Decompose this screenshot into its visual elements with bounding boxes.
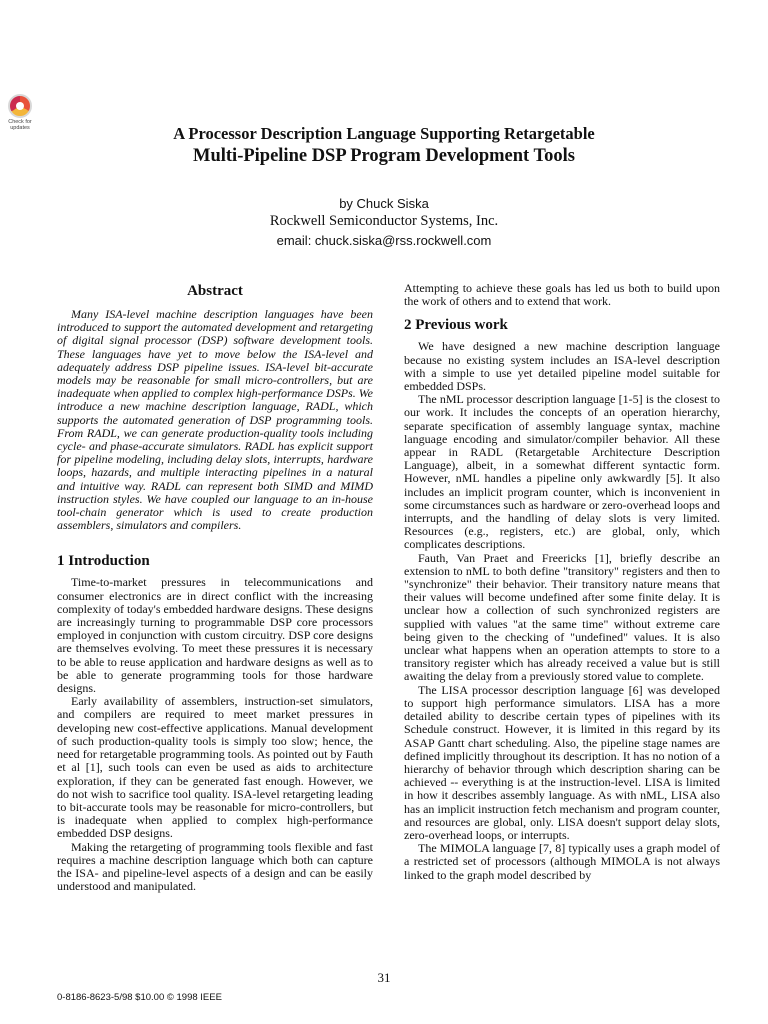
previous-work-paragraph: We have designed a new machine description language because no existing system includes an ISA-level description with a simple to use yet detailed pipeline model suitable for embedded DSPs. [404,339,720,394]
intro-paragraph: Early availability of assemblers, instruction-set simulators, and compilers are required to meet market pressures in developing new cost-effective applications. Manual development of such production-quality tools is simply too slow; hence, the need for retargetable programming tools. As pointed out by Fauth et al [1], such tools can even be used as aids to architecture exploration, if they can be generated fast enough. However, we do not wish to sacrifice tool quality. ISA-level retargeting leading to bit-accurate tools may be reasonable for micro-controllers, but is inadequate when applied to complex high-performance embedded DSP designs. [57,694,373,841]
previous-work-heading: 2 Previous work [404,317,508,334]
continued-paragraph: Attempting to achieve these goals has led us both to build upon the work of others and to extend that work. [404,281,720,309]
previous-work-paragraph: Fauth, Van Praet and Freericks [1], briefly describe an extension to nML to both define "transitory" registers and then to "synchronize" their behavior. Their transitory nature means that their values will become undefined after some finite delay. It is unclear how a collection of such synchronized registers are supplied with values "at the same time" without extreme care being given to the checking of "undefined" values. It is also unclear what happens when an operation attempts to store to a transitory register which has already received a value but is still awaiting the delay from a previously stored value to complete. [404,550,720,684]
crossmark-icon [8,94,32,118]
author-byline: by Chuck Siska [339,196,429,211]
intro-paragraph: Time-to-market pressures in telecommunications and consumer electronics are in direct conflict with the increasing complexity of today's embedded hardware designs. These designs are increasingly turning to programmable DSP core processors employed in conjunction with custom circuitry. DSP core designs are themselves evolving. To meet these pressures it is necessary to be able to reuse application and hardware designs as well as to be able to generate programming tools for those hardware designs. [57,575,373,696]
paper-title-line-1: A Processor Description Language Supporting Retargetable [173,124,595,143]
left-column [57,282,373,893]
right-column [404,282,720,882]
abstract-text: Many ISA-level machine description languages have been introduced to support the automated development and retargeting of digital signal processor (DSP) software development tools. These languages have yet to move below the ISA-level and adequately address DSP pipeline issues. ISA-level bit-accurate models may be reasonable for small micro-controllers, but are inadequate when applied to complex high-performance DSPs. We introduce a new machine description language, RADL, which supports the automated generation of DSP programming tools. From RADL, we can generate production-quality tools including cycle- and phase-accurate simulators. RADL has explicit support for pipeline modeling, including delay slots, interrupts, hardware loops, hazards, and multiple interacting pipelines in a natural and intuitive way. RADL can represent both SIMD and MIMD instruction styles. We have coupled our language to an in-house tool-chain generator which is used to create production assemblers, simulators and compilers. [57,307,373,533]
introduction-heading: 1 Introduction [57,553,150,570]
previous-work-paragraph: The nML processor description language [1-5] is the closest to our work. It includes the concepts of an operation hierarchy, separate specification of assembly language syntax, machine language encoding and simulator/compiler behavior. All these appear in RADL (Retargetable Architecture Description Language), albeit, in a somewhat different syntactic form. However, nML handles a pipeline only awkwardly [5]. It also includes an implicit program counter, which is inconvenient in some circumstances such as hardware or zero-overhead loops and interrupts, and the handling of delay slots is very limited. Resources (e.g., registers, etc.) are global, only, which complicates descriptions. [404,392,720,552]
copyright-footer: 0-8186-8623-5/98 $10.00 © 1998 IEEE [57,992,222,1003]
paper-title-line-2: Multi-Pipeline DSP Program Development Tools [193,146,575,166]
author-affiliation: Rockwell Semiconductor Systems, Inc. [269,213,499,229]
previous-work-paragraph: The LISA processor description language [6] was developed to support high performance simulators. LISA has a more detailed ability to describe certain types of pipelines with its Schedule construct. However, it is limited in this regard by its ASAP Gantt chart scheduling. Also, the pipeline stage names are defined implicitly throughout its description. It has no notion of a hierarchy of behavior through which description sharing can be achieved -- everything is at the instruction-level. LISA is limited in how it describes assembly language. As with nML, LISA also has an implicit instruction fetch mechanism and program counter, and resources are global, only. LISA doesn't support delay slots, zero-overhead loops, or interrupts. [404,682,720,842]
intro-paragraph: Making the retargeting of programming tools flexible and fast requires a machine description language which both can capture the ISA- and pipeline-level aspects of a design and can be easily understood and manipulated. [57,839,373,894]
abstract-heading: Abstract [187,283,243,299]
author-email: email: chuck.siska@rss.rockwell.com [276,233,492,248]
previous-work-paragraph: The MIMOLA language [7, 8] typically uses a graph model of a restricted set of processors (although MIMOLA is not always linked to the graph model described by [404,841,720,882]
badge-text: Check for updates [8,119,32,131]
page-number: 31 [377,970,391,985]
